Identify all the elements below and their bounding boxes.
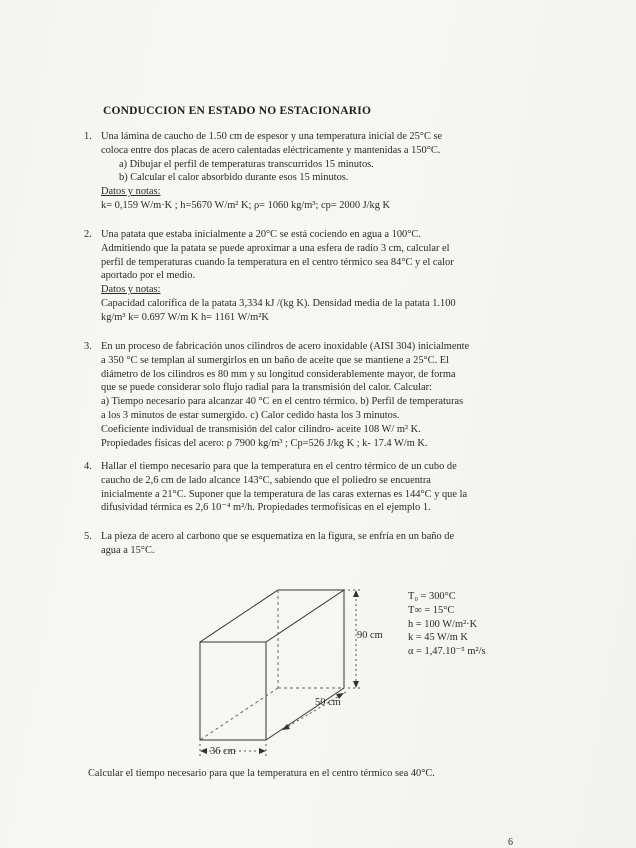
problem-number: 5. <box>84 531 92 542</box>
problem-text-line: a los 3 minutos de estar sumergido. c) Calor cedido hasta los 3 minutos. <box>101 409 400 421</box>
block-hidden-edges <box>200 590 344 740</box>
notes-text: Capacidad calorífica de la patata 3,334 kJ /(kg K). Densidad media de la patata 1.100 <box>101 297 456 309</box>
problem-text-line: Hallar el tiempo necesario para que la temperatura en el centro térmico de un cubo de <box>101 461 457 472</box>
problem-text-line: Una patata que estaba inicialmente a 20°C se está cociendo en agua a 100°C. <box>101 229 421 240</box>
notes-heading: Datos y notas: <box>101 186 161 198</box>
depth-label: 50 cm <box>315 697 341 708</box>
block-top-face <box>200 590 344 642</box>
properties-list <box>408 590 486 659</box>
problem-4 <box>84 460 532 515</box>
problem-2 <box>84 228 532 325</box>
property-alpha: α = 1,47.10⁻⁵ m²/s <box>408 646 486 658</box>
problem-text-line: a) Tiempo necesario para alcanzar 40 °C en el centro térmico. b) Perfil de temperaturas <box>101 396 464 408</box>
width-label: 36 cm <box>210 746 236 757</box>
figure-caption: Calcular el tiempo necesario para que la temperatura en el centro térmico sea 40°C. <box>88 768 435 779</box>
property-k: k = 45 W/m K <box>408 632 468 644</box>
problem-text-line: La pieza de acero al carbono que se esquematiza en la figura, se enfría en un baño de <box>101 531 455 542</box>
problem-text-line: diámetro de los cilindros es 80 mm y su longitud considerablemente mayor, de forma <box>101 368 456 380</box>
problem-number: 3. <box>84 341 92 352</box>
notes-heading: Datos y notas: <box>101 284 161 296</box>
problem-text-line: coloca entre dos placas de acero calentadas eléctricamente y mantenidas a 150°C. <box>101 144 441 156</box>
subitem-b: b) Calcular el calor absorbido durante esos 15 minutos. <box>119 172 349 184</box>
problem-text-line: a 350 °C se templan al sumergirlos en un baño de aceite que se mantiene a 25°C. El <box>101 354 450 366</box>
problem-number: 4. <box>84 461 92 472</box>
problem-text-line: Coeficiente individual de transmisión del calor cilindro- aceite 108 W/ m² K. <box>101 423 421 435</box>
height-label: 90 cm <box>357 630 383 641</box>
problem-text-line: Propiedades físicas del acero: ρ 7900 kg/m³ ; Cp=526 J/kg K ; k- 17.4 W/m K. <box>101 437 428 449</box>
property-tinf: T∞ = 15°C <box>408 604 455 616</box>
problem-5 <box>84 530 532 558</box>
problem-text-line: En un proceso de fabricación unos cilindros de acero inoxidable (AISI 304) inicialmente <box>101 341 470 352</box>
notes-text: k= 0,159 W/m·K ; h=5670 W/m² K; ρ= 1060 kg/m³; cp= 2000 J/kg K <box>101 199 391 211</box>
property-t0: T₀ = 300°C <box>408 591 456 602</box>
subitem-a: a) Dibujar el perfil de temperaturas transcurridos 15 minutos. <box>119 158 374 170</box>
problem-text-line: perfil de temperaturas cuando la temperatura en el centro térmico sea 84°C y el calor <box>101 256 454 268</box>
problem-text-line: que se puede considerar solo flujo radial para la transmisión del calor. Calcular: <box>101 382 432 394</box>
problem-number: 2. <box>84 229 92 240</box>
problem-text-line: Admitiendo que la patata se puede aproximar a una esfera de radio 3 cm, calcular el <box>101 242 450 254</box>
problem-number: 1. <box>84 131 92 142</box>
notes-text: kg/m³ k= 0.697 W/m K h= 1161 W/m²K <box>101 311 269 323</box>
problem-text-line: agua a 15°C. <box>101 544 155 556</box>
property-h: h = 100 W/m²·K <box>408 618 478 630</box>
problem-text-line: aportado por el medio. <box>101 270 196 282</box>
block-front-face <box>200 642 266 740</box>
problem-text-line: caucho de 2,6 cm de lado alcance 143°C, sabiendo que el poliedro se encuentra <box>101 474 431 486</box>
problem-text-line: difusividad térmica es 2,6 10⁻⁴ m²/h. Propiedades termofísicas en el ejemplo 1. <box>101 502 431 514</box>
problem-3 <box>84 340 532 450</box>
problem-text-line: inicialmente a 21°C. Suponer que la temperatura de las caras externas es 144°C y que la <box>101 488 468 500</box>
page-number: 6 <box>508 837 513 848</box>
page-title: CONDUCCION EN ESTADO NO ESTACIONARIO <box>103 105 372 117</box>
problem-1 <box>84 130 532 213</box>
problem-text-line: Una lámina de caucho de 1.50 cm de espesor y una temperatura inicial de 25°C se <box>101 131 443 142</box>
